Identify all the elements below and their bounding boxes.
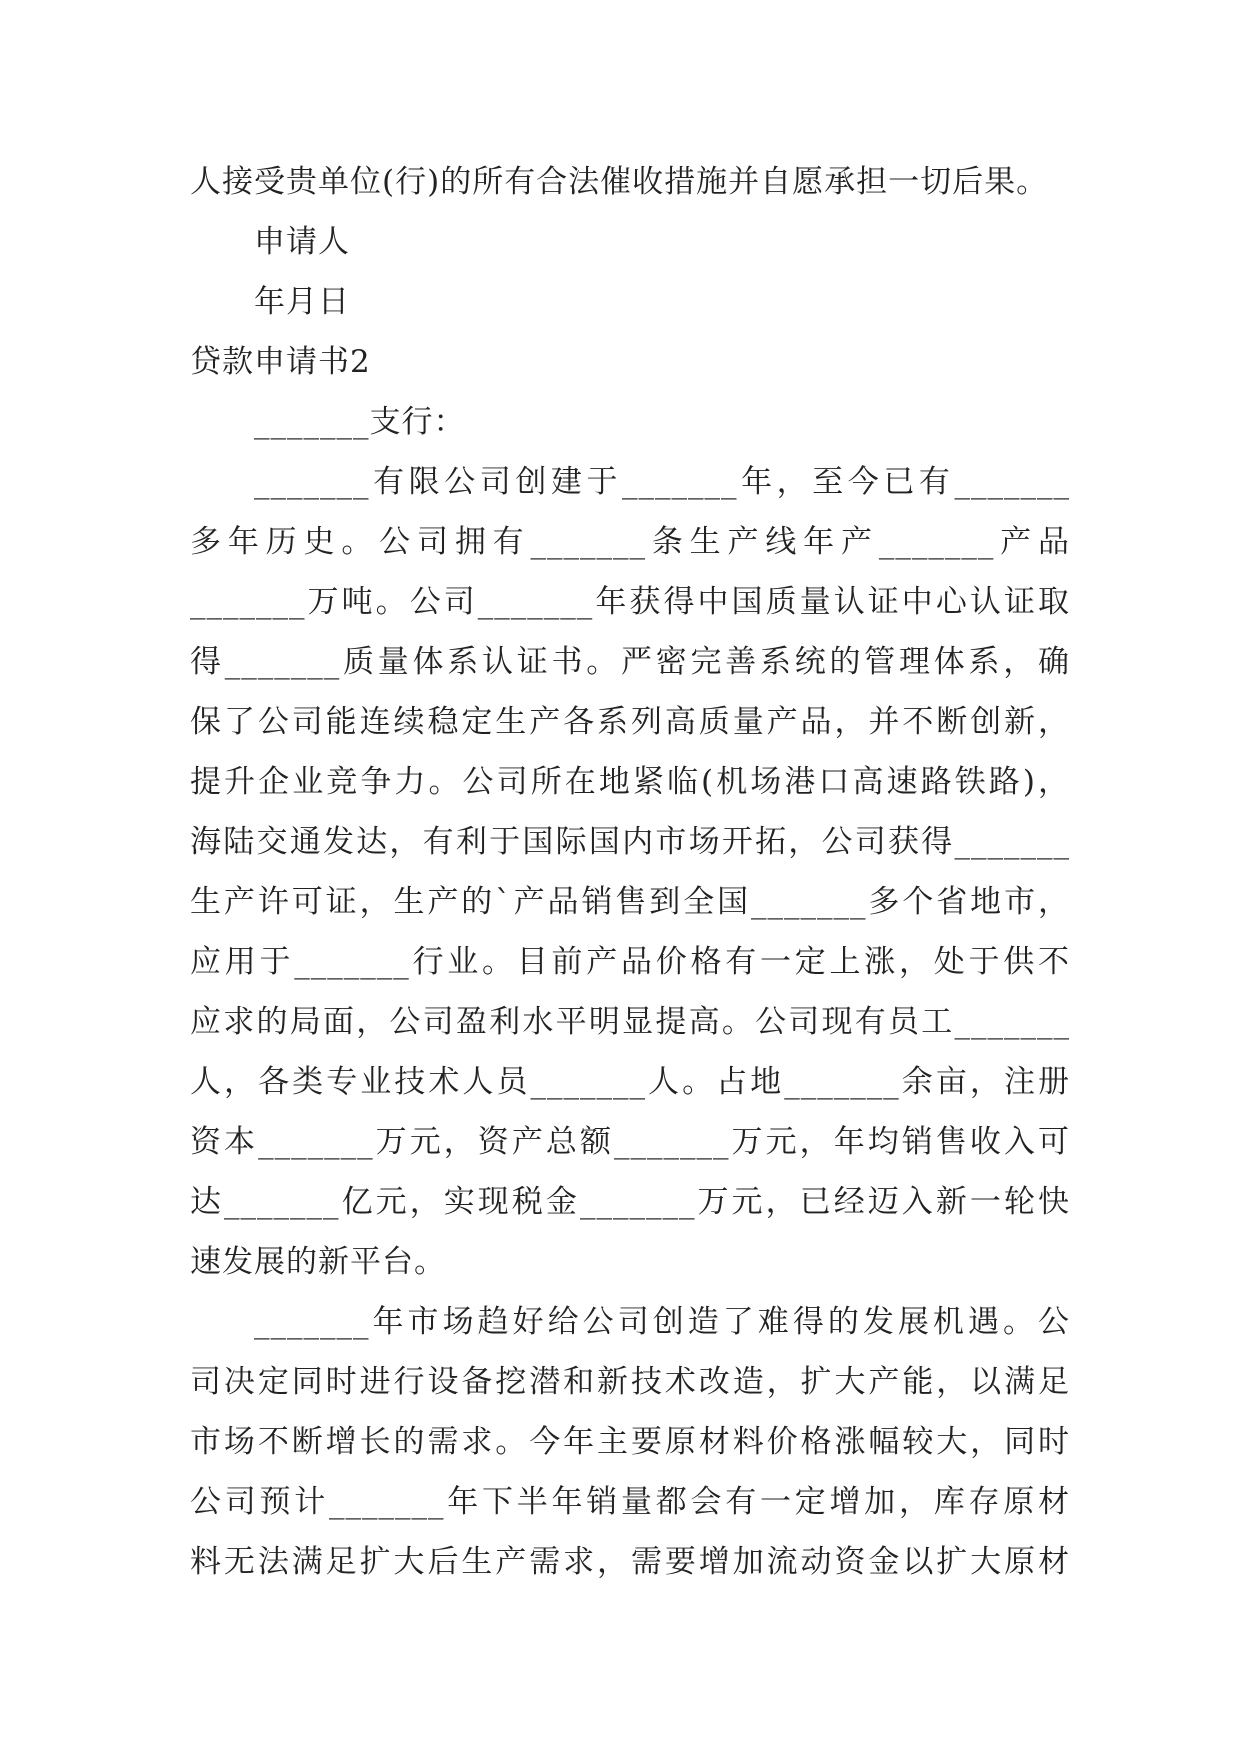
paragraph-line: 海陆交通发达，有利于国际国内市场开拓，公司获得_______: [190, 824, 1070, 860]
paragraph-line: 提升企业竞争力。公司所在地紧临(机场港口高速路铁路)，: [190, 764, 1070, 800]
paragraph-line: 生产许可证，生产的`产品销售到全国_______多个省地市，: [190, 884, 1070, 920]
paragraph-line: 应用于_______行业。目前产品价格有一定上涨，处于供不: [190, 944, 1070, 980]
document-page: [190, 152, 1070, 1592]
paragraph-line: 速发展的新平台。: [190, 1244, 446, 1280]
paragraph-line: 公司预计_______年下半年销量都会有一定增加，库存原材: [190, 1484, 1070, 1520]
paragraph-line: _______年市场趋好给公司创造了难得的发展机遇。公: [254, 1304, 1070, 1340]
salutation: _______支行：: [254, 404, 466, 440]
applicant-label: 申请人: [254, 224, 350, 260]
paragraph-line: 料无法满足扩大后生产需求，需要增加流动资金以扩大原材: [190, 1544, 1070, 1580]
paragraph-line: 得_______质量体系认证书。严密完善系统的管理体系，确: [190, 644, 1070, 680]
paragraph-line: 多年历史。公司拥有_______条生产线年产_______产品: [190, 524, 1070, 560]
paragraph-line: 保了公司能连续稳定生产各系列高质量产品，并不断创新，: [190, 704, 1070, 740]
text-line: 人接受贵单位(行)的所有合法催收措施并自愿承担一切后果。: [190, 164, 1049, 200]
section-title: 贷款申请书2: [190, 344, 371, 380]
paragraph-line: 市场不断增长的需求。今年主要原材料价格涨幅较大，同时: [190, 1424, 1070, 1460]
paragraph-line: _______万吨。公司_______年获得中国质量认证中心认证取: [190, 584, 1070, 620]
paragraph-line: 人，各类专业技术人员_______人。占地_______余亩，注册: [190, 1064, 1070, 1100]
paragraph-line: 司决定同时进行设备挖潜和新技术改造，扩大产能，以满足: [190, 1364, 1070, 1400]
paragraph-line: 应求的局面，公司盈利水平明显提高。公司现有员工_______: [190, 1004, 1070, 1040]
paragraph-line: _______有限公司创建于_______年，至今已有_______: [254, 464, 1070, 500]
paragraph-line: 资本_______万元，资产总额_______万元，年均销售收入可: [190, 1124, 1070, 1160]
paragraph-line: 达_______亿元，实现税金_______万元，已经迈入新一轮快: [190, 1184, 1070, 1220]
date-label: 年月日: [254, 284, 350, 320]
